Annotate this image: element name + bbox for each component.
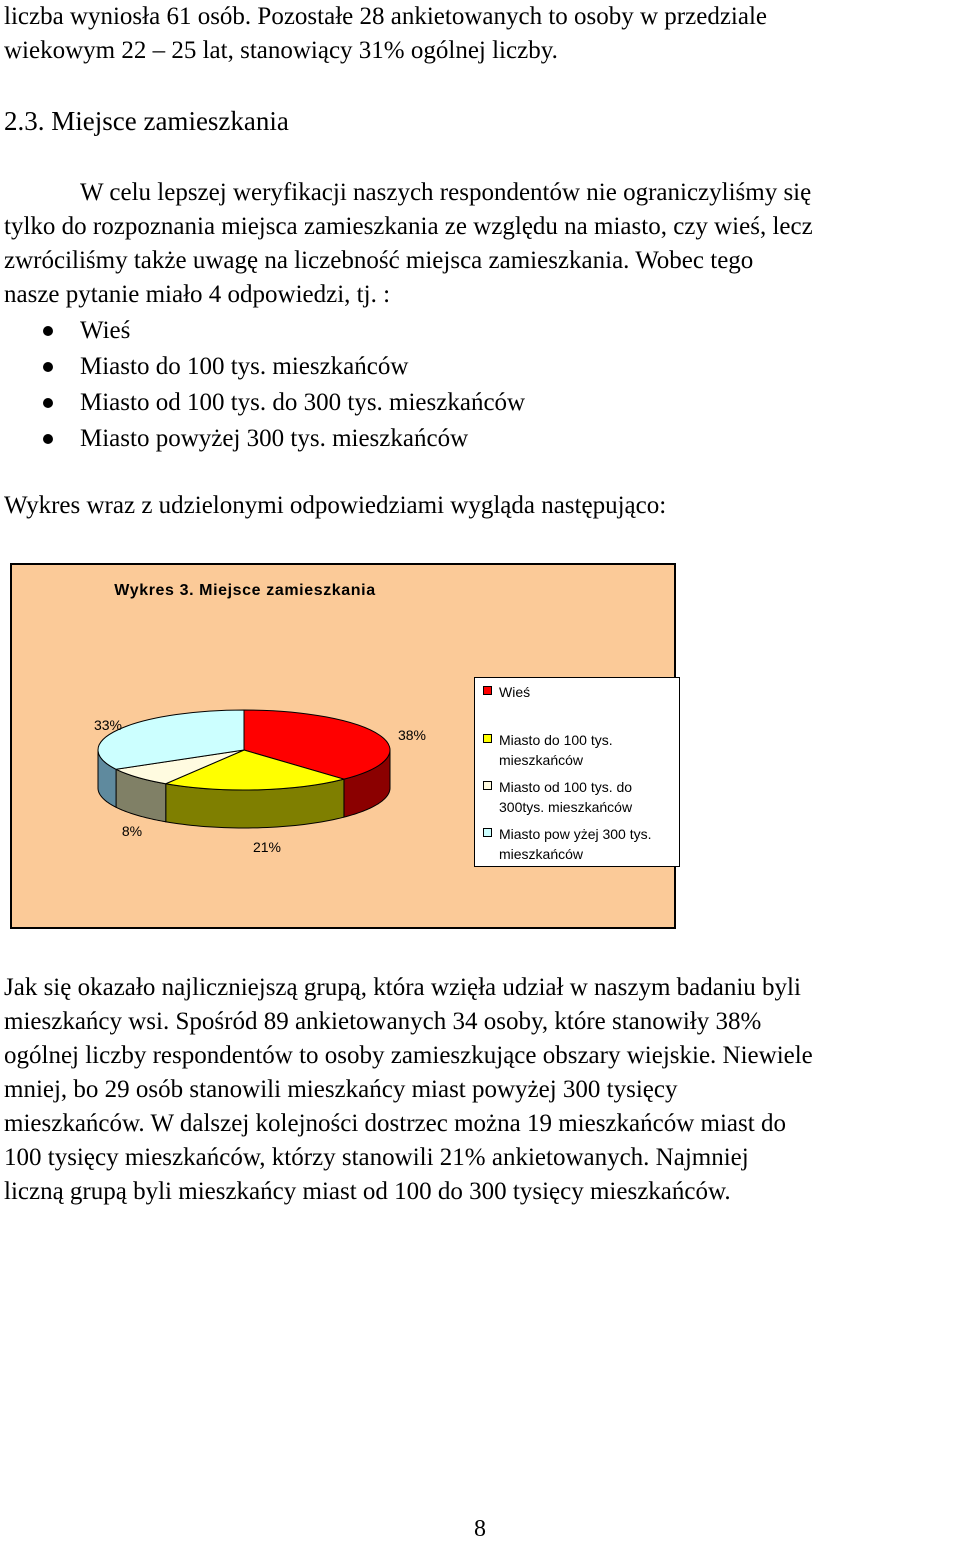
chart-title: Wykres 3. Miejsce zamieszkania bbox=[114, 582, 376, 599]
pie-data-label: 38% bbox=[397, 727, 427, 743]
legend-item bbox=[483, 777, 673, 817]
list-item-label: Miasto od 100 tys. do 300 tys. mieszkańców bbox=[80, 389, 526, 416]
legend-label: mieszkańców bbox=[499, 752, 584, 768]
chart-lead-paragraph bbox=[4, 489, 960, 523]
text-line: wiekowym 22 – 25 lat, stanowiący 31% ogólnej liczby. bbox=[4, 37, 558, 64]
list-item bbox=[0, 385, 525, 421]
legend-swatch bbox=[483, 734, 492, 743]
legend-label: 300tys. mieszkańców bbox=[499, 799, 633, 815]
pie-chart bbox=[10, 563, 676, 929]
bullet-icon bbox=[43, 398, 53, 408]
text-line: mieszkańców. W dalszej kolejności dostrzec można 19 mieszkańców miast do bbox=[4, 1110, 786, 1137]
bullet-icon bbox=[43, 326, 53, 336]
conclusion-paragraph bbox=[4, 971, 960, 1209]
legend-item bbox=[483, 682, 673, 702]
text-line: zwróciliśmy także uwagę na liczebność miejsca zamieszkania. Wobec tego bbox=[4, 247, 754, 274]
pie-data-label: 21% bbox=[252, 839, 282, 855]
legend-swatch bbox=[483, 828, 492, 837]
text-line: mniej, bo 29 osób stanowili mieszkańcy miast powyżej 300 tysięcy bbox=[4, 1076, 678, 1103]
bullet-icon bbox=[43, 434, 53, 444]
list-item-label: Wieś bbox=[80, 317, 131, 344]
legend-item bbox=[483, 730, 673, 770]
list-item bbox=[0, 421, 525, 457]
text-line: 100 tysięcy mieszkańców, którzy stanowili 21% ankietowanych. Najmniej bbox=[4, 1144, 749, 1171]
legend-item bbox=[483, 824, 673, 864]
text-line: Wykres wraz z udzielonymi odpowiedziami wygląda następująco: bbox=[4, 492, 667, 519]
text-line: nasze pytanie miało 4 odpowiedzi, tj. : bbox=[4, 281, 391, 308]
chart-legend bbox=[474, 677, 680, 867]
list-item bbox=[0, 313, 525, 349]
pie-data-label: 8% bbox=[121, 823, 143, 839]
intro-paragraph bbox=[4, 0, 960, 68]
section-heading: 2.3. Miejsce zamieszkania bbox=[4, 106, 289, 136]
section-paragraph bbox=[4, 176, 960, 312]
text-line: liczba wyniosła 61 osób. Pozostałe 28 ankietowanych to osoby w przedziale bbox=[4, 3, 768, 30]
legend-swatch bbox=[483, 686, 492, 695]
list-item-label: Miasto powyżej 300 tys. mieszkańców bbox=[80, 425, 469, 452]
list-item bbox=[0, 349, 525, 385]
legend-label: Miasto do 100 tys. bbox=[499, 732, 613, 748]
legend-label: Miasto pow yżej 300 tys. bbox=[499, 826, 652, 842]
answer-options-list bbox=[0, 313, 525, 457]
text-line: tylko do rozpoznania miejsca zamieszkania ze względu na miasto, czy wieś, lecz bbox=[4, 213, 813, 240]
text-line: liczną grupą byli mieszkańcy miast od 100 do 300 tysięcy mieszkańców. bbox=[4, 1178, 731, 1205]
page-number: 8 bbox=[474, 1516, 486, 1542]
text-line: ogólnej liczby respondentów to osoby zamieszkujące obszary wiejskie. Niewiele bbox=[4, 1042, 813, 1069]
legend-label: Miasto od 100 tys. do bbox=[499, 779, 633, 795]
text-line: W celu lepszej weryfikacji naszych respondentów nie ograniczyliśmy się bbox=[80, 179, 812, 206]
legend-label: Wieś bbox=[499, 684, 531, 700]
pie-data-label: 33% bbox=[93, 717, 123, 733]
legend-label: mieszkańców bbox=[499, 846, 584, 862]
bullet-icon bbox=[43, 362, 53, 372]
list-item-label: Miasto do 100 tys. mieszkańców bbox=[80, 353, 409, 380]
text-line: mieszkańcy wsi. Spośród 89 ankietowanych 34 osoby, które stanowiły 38% bbox=[4, 1008, 762, 1035]
legend-swatch bbox=[483, 781, 492, 790]
text-line: Jak się okazało najliczniejszą grupą, która wzięła udział w naszym badaniu byli bbox=[4, 974, 801, 1001]
